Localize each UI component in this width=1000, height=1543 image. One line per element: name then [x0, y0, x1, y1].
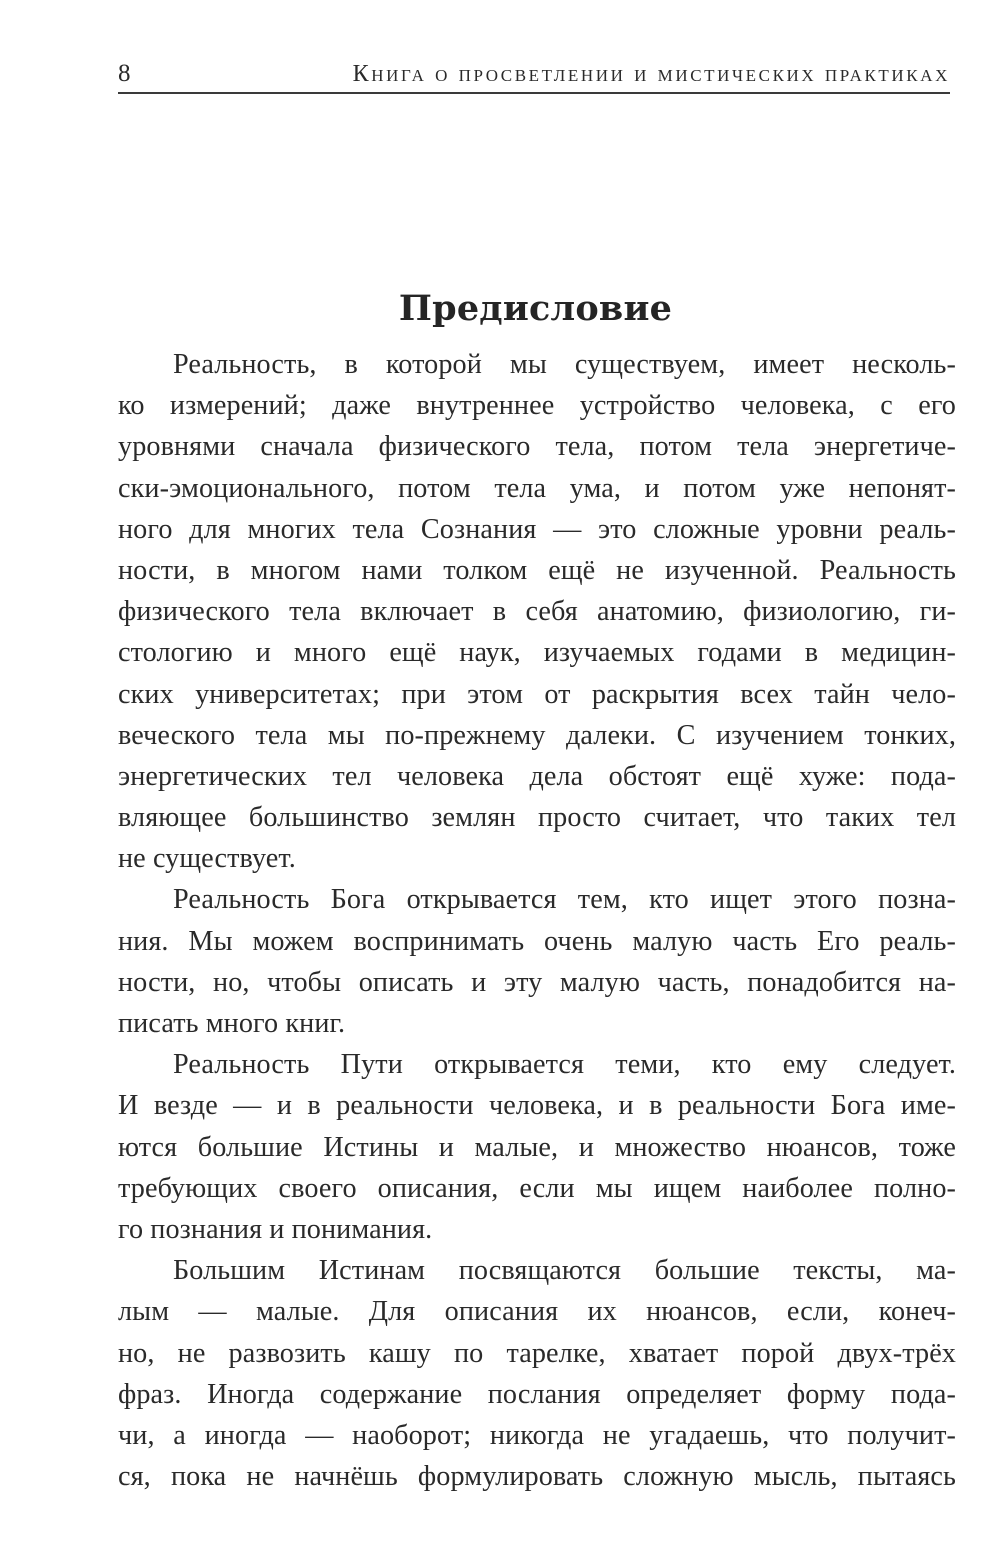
text-line: Реальность Пути открывается теми, кто ему следует.: [173, 1049, 956, 1081]
text-line: чи, а иногда — наоборот; никогда не угадаешь, что получит-: [118, 1419, 956, 1451]
text-line: лым — малые. Для описания их нюансов, если, конеч-: [118, 1296, 956, 1328]
running-title: Книга о просветлении и мистических практиках: [352, 61, 950, 87]
text-line: но, не развозить кашу по тарелке, хватает порой двух-трёх: [118, 1337, 956, 1369]
text-line: писать много книг.: [118, 1008, 346, 1039]
text-line: ются большие Истины и малые, и множество нюансов, тоже: [118, 1131, 956, 1163]
text-line: го познания и понимания.: [118, 1213, 433, 1245]
text-line: физического тела включает в себя анатомию, физиологию, ги-: [118, 596, 956, 628]
text-line: ного для многих тела Сознания — это сложные уровни реаль-: [118, 513, 956, 545]
text-line: ния. Мы можем воспринимать очень малую часть Его реаль-: [118, 925, 956, 957]
body-text: [118, 344, 956, 1497]
text-line: фраз. Иногда содержание послания определяет форму пода-: [118, 1378, 956, 1410]
text-line: стологию и много ещё наук, изучаемых годами в медицин-: [118, 637, 956, 669]
running-head: [118, 58, 950, 94]
text-line: И везде — и в реальности человека, и в реальности Бога име-: [118, 1090, 956, 1122]
page-number: 8: [118, 60, 131, 87]
text-line: ко измерений; даже внутреннее устройство человека, с его: [118, 390, 956, 422]
text-line: ся, пока не начнёшь формулировать сложную мысль, пытаясь: [118, 1461, 956, 1493]
text-line: уровнями сначала физического тела, потом тела энергетиче-: [118, 431, 956, 463]
text-line: ности, в многом нами толком ещё не изученной. Реальность: [118, 554, 956, 586]
text-line: Большим Истинам посвящаются большие тексты, ма-: [173, 1255, 956, 1287]
text-line: веческого тела мы по-прежнему далеки. С изучением тонких,: [118, 719, 956, 751]
text-line: ски-эмоционального, потом тела ума, и потом уже непонят-: [118, 472, 956, 504]
text-line: требующих своего описания, если мы ищем наиболее полно-: [118, 1172, 956, 1204]
text-line: энергетических тел человека дела обстоят ещё хуже: пода-: [118, 760, 956, 792]
text-line: Реальность, в которой мы существуем, имеет несколь-: [173, 349, 956, 380]
text-line: вляющее большинство землян просто считает, что таких тел: [118, 802, 956, 834]
chapter-title: Предисловие: [398, 288, 673, 330]
text-line: не существует.: [118, 843, 296, 875]
text-line: ских университетах; при этом от раскрытия всех тайн чело-: [118, 678, 956, 710]
text-line: Реальность Бога открывается тем, кто ищет этого позна-: [173, 884, 956, 916]
text-line: ности, но, чтобы описать и эту малую часть, понадобится на-: [118, 966, 956, 998]
